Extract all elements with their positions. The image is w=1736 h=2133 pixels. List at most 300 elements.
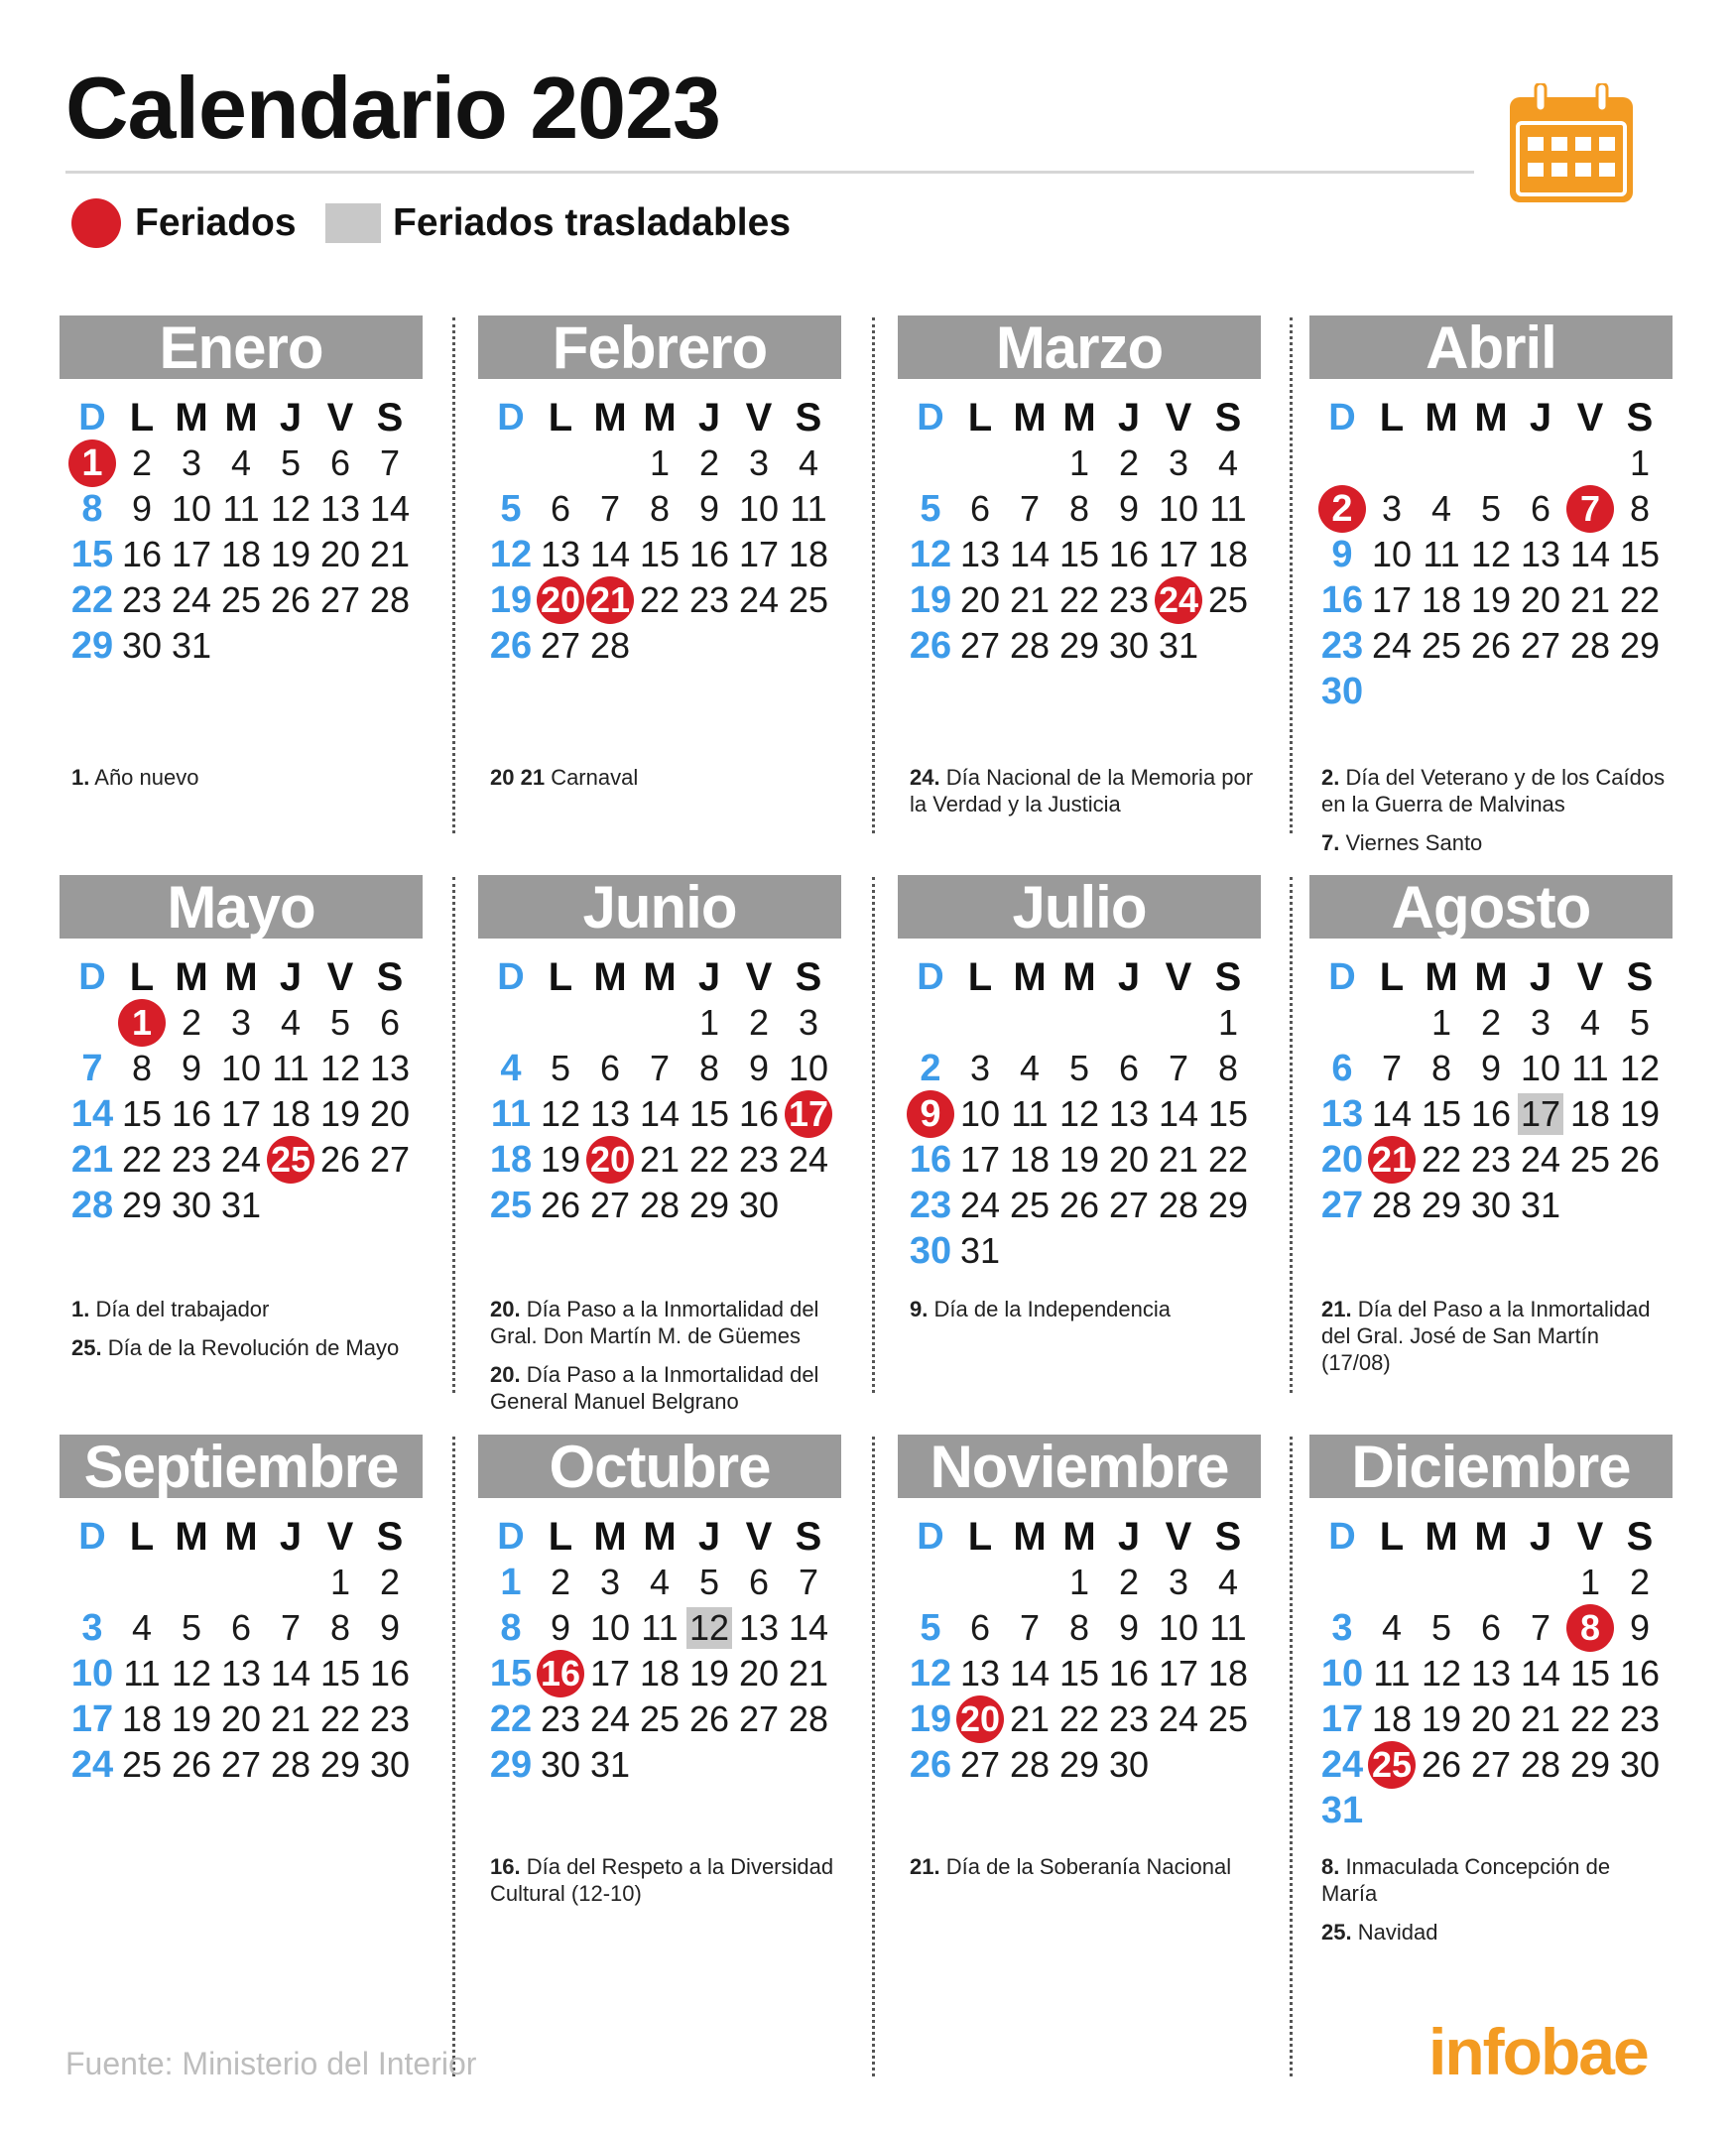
day-cell: 15 (70, 534, 114, 575)
weekday-header: M (224, 1515, 258, 1559)
day-cell: 17 (1371, 579, 1413, 620)
day-cell: 25 (1421, 625, 1462, 666)
day-cell: 29 (121, 1185, 163, 1225)
empty-cell (955, 1000, 1005, 1046)
day-cell: 21 (1009, 579, 1051, 620)
empty-cell (1005, 1000, 1054, 1046)
day-cell: 21 (270, 1698, 311, 1739)
weekday-header: M (175, 955, 208, 999)
note-day: 24. (910, 765, 940, 790)
day-cell: 19 (1470, 579, 1512, 620)
day-cell: 12 (909, 534, 952, 575)
day-cell: 31 (589, 1744, 631, 1785)
day-cell: 19 (540, 1139, 581, 1180)
empty-cell (1054, 1000, 1104, 1046)
weekday-header: L (1379, 955, 1405, 999)
month-marzo (898, 315, 1261, 669)
day-cell: 15 (1619, 534, 1661, 574)
day-cell: 18 (1421, 579, 1462, 620)
day-cell: 30 (171, 1185, 212, 1225)
weekday-header: J (1529, 1515, 1552, 1559)
day-cell: 27 (1108, 1185, 1150, 1225)
day-cell: 18 (270, 1093, 311, 1134)
day-cell: 10 (1371, 534, 1413, 574)
day-cell: 17 (171, 534, 212, 574)
empty-cell (536, 1000, 585, 1046)
weekday-header: M (593, 396, 627, 439)
day-cell: 17 (220, 1093, 262, 1134)
weekday-header: L (967, 396, 993, 439)
empty-cell (1367, 1560, 1417, 1605)
day-cell: 13 (589, 1093, 631, 1134)
month-title: Agosto (1309, 875, 1673, 939)
day-cell: 5 (920, 1607, 941, 1649)
day-cell: 4 (1217, 1562, 1239, 1602)
day-cell: 19 (270, 534, 311, 574)
day-cell: 16 (1108, 1653, 1150, 1694)
weekday-header: M (1474, 1515, 1508, 1559)
weekday-header: S (1214, 1515, 1242, 1559)
day-cell: 15 (639, 534, 681, 574)
day-cell: 25 (1207, 579, 1249, 620)
empty-cell (1317, 1560, 1367, 1605)
note-text: Día de la Soberanía Nacional (945, 1854, 1232, 1879)
movable-day: 12 (684, 1605, 734, 1651)
day-cell: 22 (688, 1139, 730, 1180)
holiday-day: 7 (1565, 486, 1615, 532)
empty-cell (1466, 440, 1516, 486)
column-separator (1290, 1437, 1293, 2076)
day-cell: 12 (1058, 1093, 1100, 1134)
day-cell: 12 (270, 488, 311, 529)
note-day: 16. (490, 1854, 521, 1879)
holiday-note (71, 1296, 421, 1322)
day-cell: 18 (639, 1653, 681, 1694)
day-cell: 4 (230, 442, 252, 483)
day-cell: 3 (969, 1048, 991, 1088)
empty-cell (1104, 1000, 1154, 1046)
day-cell: 13 (1108, 1093, 1150, 1134)
month-title: Abril (1309, 315, 1673, 379)
day-cell: 12 (1619, 1048, 1661, 1088)
holiday-note (1321, 764, 1671, 817)
day-cell: 30 (369, 1744, 411, 1785)
day-cell: 25 (639, 1698, 681, 1739)
day-cell: 24 (959, 1185, 1001, 1225)
day-cell: 26 (540, 1185, 581, 1225)
day-cell: 15 (1421, 1093, 1462, 1134)
day-grid (1317, 954, 1673, 1228)
weekday-header: D (1328, 397, 1356, 439)
holiday-note (910, 1853, 1259, 1880)
weekday-header: V (1165, 396, 1192, 439)
month-mayo (60, 875, 423, 1228)
day-grid (486, 1514, 841, 1788)
day-cell: 26 (688, 1698, 730, 1739)
day-cell: 7 (1168, 1048, 1189, 1088)
day-cell: 13 (1470, 1653, 1512, 1694)
weekday-header: D (78, 956, 106, 998)
day-cell: 18 (220, 534, 262, 574)
day-cell: 30 (909, 1230, 952, 1272)
weekday-header: V (745, 955, 773, 999)
day-cell: 14 (788, 1607, 829, 1648)
day-cell: 19 (688, 1653, 730, 1694)
day-cell: 13 (319, 488, 361, 529)
weekday-header: J (1529, 955, 1552, 999)
day-cell: 6 (969, 488, 991, 529)
day-cell: 6 (1480, 1607, 1502, 1648)
day-cell: 22 (70, 579, 114, 621)
weekday-header: D (917, 956, 944, 998)
weekday-header: J (279, 396, 303, 439)
day-cell: 8 (329, 1607, 351, 1648)
empty-cell (1005, 1560, 1054, 1605)
day-cell: 17 (1158, 534, 1199, 574)
note-text: Año nuevo (94, 765, 199, 790)
day-cell: 4 (500, 1048, 522, 1089)
day-cell: 23 (171, 1139, 212, 1180)
weekday-header: M (1474, 955, 1508, 999)
day-cell: 11 (1011, 1093, 1049, 1134)
holiday-note (490, 1296, 839, 1349)
note-day: 20. (490, 1362, 521, 1387)
day-cell: 7 (798, 1562, 819, 1602)
weekday-header: D (497, 397, 525, 439)
day-cell: 9 (1118, 488, 1140, 529)
day-cell: 2 (1480, 1002, 1502, 1043)
day-cell: 7 (599, 488, 621, 529)
day-cell: 2 (131, 442, 153, 483)
day-cell: 3 (1168, 442, 1189, 483)
holiday-day: 21 (585, 577, 635, 623)
weekday-header: D (78, 397, 106, 439)
weekday-header: J (1117, 1515, 1141, 1559)
day-grid (906, 1514, 1261, 1788)
day-cell: 5 (1629, 1002, 1651, 1043)
day-cell: 2 (748, 1002, 770, 1043)
day-cell: 10 (70, 1653, 114, 1694)
weekday-header: M (593, 1515, 627, 1559)
day-cell: 14 (1371, 1093, 1413, 1134)
weekday-header: L (1379, 396, 1405, 439)
day-cell: 2 (920, 1048, 941, 1089)
holiday-note (490, 1853, 839, 1907)
day-cell: 4 (131, 1607, 153, 1648)
day-cell: 9 (1629, 1607, 1651, 1648)
day-cell: 22 (1421, 1139, 1462, 1180)
day-cell: 15 (1569, 1653, 1611, 1694)
holiday-note (1321, 1919, 1671, 1945)
empty-cell (1317, 440, 1367, 486)
weekday-header: J (279, 955, 303, 999)
day-cell: 15 (319, 1653, 361, 1694)
day-cell: 14 (1009, 534, 1051, 574)
day-cell: 18 (1371, 1698, 1413, 1739)
holiday-day: 25 (266, 1137, 315, 1183)
day-cell: 27 (738, 1698, 780, 1739)
day-grid (1317, 395, 1673, 714)
day-cell: 9 (698, 488, 720, 529)
day-cell: 4 (649, 1562, 671, 1602)
day-cell: 16 (1108, 534, 1150, 574)
holiday-notes (490, 1296, 839, 1427)
day-cell: 29 (1207, 1185, 1249, 1225)
holiday-notes (1321, 764, 1671, 868)
day-cell: 21 (788, 1653, 829, 1694)
day-cell: 7 (81, 1048, 103, 1089)
day-cell: 30 (540, 1744, 581, 1785)
day-cell: 9 (181, 1048, 202, 1088)
month-title: Septiembre (60, 1435, 423, 1498)
day-cell: 14 (639, 1093, 681, 1134)
note-day: 20. (490, 1297, 521, 1321)
day-cell: 21 (369, 534, 411, 574)
holiday-day: 20 (955, 1696, 1005, 1742)
empty-cell (1005, 440, 1054, 486)
day-cell: 3 (1168, 1562, 1189, 1602)
day-cell: 11 (272, 1048, 310, 1088)
month-abril (1309, 315, 1673, 714)
day-cell: 4 (280, 1002, 302, 1043)
day-cell: 23 (1619, 1698, 1661, 1739)
day-cell: 19 (171, 1698, 212, 1739)
day-cell: 1 (649, 442, 671, 483)
day-cell: 29 (1421, 1185, 1462, 1225)
day-cell: 9 (1331, 534, 1353, 575)
day-cell: 24 (171, 579, 212, 620)
day-cell: 6 (230, 1607, 252, 1648)
weekday-header: J (697, 1515, 721, 1559)
day-cell: 29 (319, 1744, 361, 1785)
day-cell: 10 (171, 488, 212, 529)
column-separator (872, 1437, 875, 2076)
day-cell: 23 (1108, 1698, 1150, 1739)
weekday-header: L (548, 396, 573, 439)
day-cell: 24 (220, 1139, 262, 1180)
day-cell: 28 (589, 625, 631, 666)
day-cell: 21 (1520, 1698, 1561, 1739)
weekday-header: L (967, 955, 993, 999)
day-cell: 9 (748, 1048, 770, 1088)
note-text: Navidad (1357, 1920, 1438, 1945)
weekday-header: J (1117, 396, 1141, 439)
day-cell: 9 (550, 1607, 571, 1648)
weekday-header: M (1013, 396, 1047, 439)
day-cell: 15 (489, 1653, 533, 1694)
day-grid (906, 395, 1261, 669)
day-cell: 17 (959, 1139, 1001, 1180)
day-cell: 13 (220, 1653, 262, 1694)
day-cell: 24 (1158, 1698, 1199, 1739)
day-cell: 18 (1009, 1139, 1051, 1180)
day-cell: 19 (909, 579, 952, 621)
day-cell: 27 (589, 1185, 631, 1225)
day-cell: 23 (1108, 579, 1150, 620)
day-cell: 25 (788, 579, 829, 620)
holiday-notes (71, 1296, 421, 1373)
day-cell: 28 (369, 579, 411, 620)
day-cell: 18 (788, 534, 829, 574)
note-text: Día del Respeto a la Diversidad Cultural (12-10) (490, 1854, 834, 1906)
weekday-header: J (697, 955, 721, 999)
holiday-note (910, 764, 1259, 817)
day-cell: 8 (698, 1048, 720, 1088)
day-cell: 7 (649, 1048, 671, 1088)
day-cell: 5 (1430, 1607, 1452, 1648)
day-cell: 11 (1423, 534, 1460, 574)
weekday-header: L (129, 396, 155, 439)
day-cell: 17 (70, 1698, 114, 1740)
month-junio (478, 875, 841, 1228)
holiday-day: 8 (1565, 1605, 1615, 1651)
weekday-header: M (224, 955, 258, 999)
weekday-header: M (175, 1515, 208, 1559)
weekday-header: D (497, 1516, 525, 1558)
month-title: Enero (60, 315, 423, 379)
brand-logo: infobae (1428, 2015, 1648, 2088)
day-cell: 28 (1158, 1185, 1199, 1225)
weekday-header: D (917, 1516, 944, 1558)
day-cell: 10 (589, 1607, 631, 1648)
weekday-header: M (1062, 396, 1096, 439)
column-separator (452, 317, 455, 833)
holiday-notes (1321, 1853, 1671, 1957)
weekday-header: M (643, 396, 677, 439)
day-cell: 13 (738, 1607, 780, 1648)
day-cell: 28 (788, 1698, 829, 1739)
day-cell: 30 (738, 1185, 780, 1225)
day-cell: 19 (489, 579, 533, 621)
column-separator (452, 877, 455, 1393)
holiday-day: 24 (1154, 577, 1203, 623)
day-cell: 11 (123, 1653, 161, 1694)
weekday-header: M (593, 955, 627, 999)
weekday-header: V (745, 1515, 773, 1559)
title-divider (65, 171, 1474, 174)
day-cell: 1 (698, 1002, 720, 1043)
legend-movable-label: Feriados trasladables (393, 201, 792, 244)
day-cell: 1 (1217, 1002, 1239, 1043)
empty-cell (635, 1000, 684, 1046)
day-cell: 16 (369, 1653, 411, 1694)
day-cell: 5 (1480, 488, 1502, 529)
day-cell: 1 (1629, 442, 1651, 483)
day-cell: 28 (70, 1185, 114, 1226)
holiday-day: 20 (585, 1137, 635, 1183)
day-cell: 19 (319, 1093, 361, 1134)
day-cell: 21 (1569, 579, 1611, 620)
day-cell: 29 (70, 625, 114, 667)
day-cell: 8 (131, 1048, 153, 1088)
day-cell: 10 (1158, 1607, 1199, 1648)
day-cell: 15 (121, 1093, 163, 1134)
day-cell: 24 (1520, 1139, 1561, 1180)
day-cell: 23 (909, 1185, 952, 1226)
weekday-header: M (224, 396, 258, 439)
day-cell: 2 (1629, 1562, 1651, 1602)
day-cell: 10 (1158, 488, 1199, 529)
day-cell: 9 (131, 488, 153, 529)
day-cell: 24 (70, 1744, 114, 1786)
month-diciembre (1309, 1435, 1673, 1833)
weekday-header: S (376, 955, 404, 999)
legend-movable (325, 198, 791, 248)
empty-cell (1466, 1560, 1516, 1605)
month-agosto (1309, 875, 1673, 1228)
day-cell: 17 (738, 534, 780, 574)
day-cell: 18 (1207, 1653, 1249, 1694)
day-grid (486, 954, 841, 1228)
holiday-notes (910, 1853, 1259, 1892)
month-julio (898, 875, 1261, 1274)
note-day: 8. (1321, 1854, 1340, 1879)
day-cell: 22 (1207, 1139, 1249, 1180)
day-cell: 25 (1009, 1185, 1051, 1225)
day-cell: 1 (1579, 1562, 1601, 1602)
day-cell: 10 (1320, 1653, 1364, 1694)
note-text: Día de la Independencia (933, 1297, 1172, 1321)
day-cell: 6 (599, 1048, 621, 1088)
day-cell: 8 (1629, 488, 1651, 529)
day-cell: 9 (379, 1607, 401, 1648)
day-cell: 9 (1118, 1607, 1140, 1648)
weekday-header: M (1425, 396, 1458, 439)
day-cell: 6 (748, 1562, 770, 1602)
day-cell: 13 (369, 1048, 411, 1088)
day-cell: 26 (909, 625, 952, 667)
day-cell: 26 (1470, 625, 1512, 666)
day-cell: 8 (81, 488, 103, 530)
weekday-header: D (497, 956, 525, 998)
day-cell: 12 (1470, 534, 1512, 574)
day-cell: 11 (641, 1607, 679, 1648)
day-cell: 20 (1108, 1139, 1150, 1180)
day-cell: 6 (379, 1002, 401, 1043)
day-cell: 16 (909, 1139, 952, 1181)
empty-cell (67, 1000, 117, 1046)
day-cell: 14 (70, 1093, 114, 1135)
day-cell: 24 (788, 1139, 829, 1180)
day-cell: 23 (540, 1698, 581, 1739)
day-cell: 17 (589, 1653, 631, 1694)
weekday-header: S (795, 396, 822, 439)
month-febrero (478, 315, 841, 669)
empty-cell (585, 1000, 635, 1046)
note-day: 21. (1321, 1297, 1352, 1321)
note-text: Día del Veterano y de los Caídos en la Guerra de Malvinas (1321, 765, 1666, 816)
day-cell: 27 (540, 625, 581, 666)
day-cell: 14 (1158, 1093, 1199, 1134)
day-cell: 31 (1158, 625, 1199, 666)
day-cell: 20 (1520, 579, 1561, 620)
day-cell: 16 (121, 534, 163, 574)
movable-day: 17 (1516, 1091, 1565, 1137)
day-cell: 30 (1470, 1185, 1512, 1225)
day-cell: 15 (1207, 1093, 1249, 1134)
weekday-header: D (78, 1516, 106, 1558)
holiday-day: 2 (1317, 486, 1367, 532)
day-cell: 27 (220, 1744, 262, 1785)
note-day: 1. (71, 765, 90, 790)
weekday-header: V (326, 396, 354, 439)
empty-cell (906, 1560, 955, 1605)
day-cell: 26 (270, 579, 311, 620)
day-cell: 18 (1207, 534, 1249, 574)
day-cell: 26 (1421, 1744, 1462, 1785)
weekday-header: L (1379, 1515, 1405, 1559)
day-cell: 28 (1520, 1744, 1561, 1785)
